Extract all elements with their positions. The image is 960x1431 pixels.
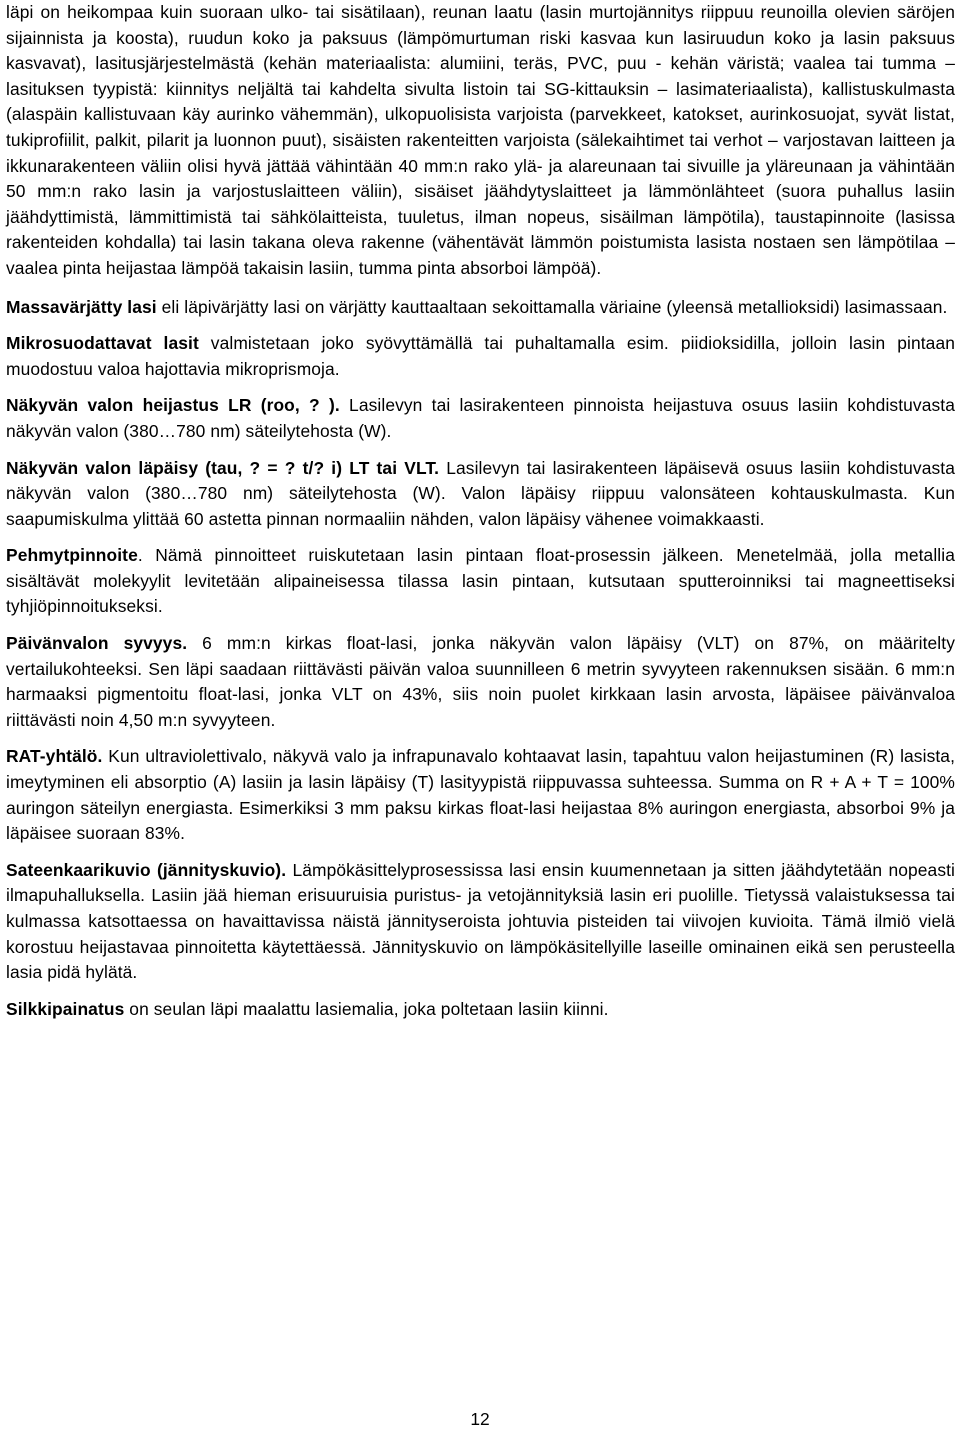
document-page [6,0,955,1022]
definition-text: eli läpivärjätty lasi on värjätty kauttaaltaan sekoittamalla väriaine (yleensä metallioksidi) lasimassaan. [156,296,948,317]
definition-term: Mikrosuodattavat lasit [6,333,199,354]
definition-rat-yhtalo [6,744,955,846]
definition-nakyvan-valon-lapaisy [6,456,955,533]
definition-term: Pehmytpinnoite [6,545,138,566]
definition-term: Näkyvän valon läpäisy (tau, ? = ? t/? i) LT tai VLT. [6,457,440,478]
definition-term: Massavärjätty lasi [6,296,157,317]
definition-paivanvalon-syvyys [6,631,955,733]
definition-term: Silkkipainatus [6,998,125,1019]
definition-text: . Nämä pinnoitteet ruiskutetaan lasin pintaan float-prosessin jälkeen. Menetelmää, jolla metallia sisältävät molekyylit levitetään alipaineisessa tilassa lasin pintaan, kutsutaan sputteroinniksi tai magneettiseksi tyhjiöpinnoitukseksi. [6,545,955,617]
definition-text: on seulan läpi maalattu lasiemalia, joka poltetaan lasiin kiinni. [124,998,609,1019]
paragraph-text: läpi on heikompaa kuin suoraan ulko- tai sisätilaan), reunan laatu (lasin murtojännitys riippuu reunoilla olevien säröjen sijainnista ja koosta), ruudun koko ja paksuus (lämpömurtuman riski kasvaa kun lasiruudun koko ja lasin paksuus kasvavat), lasitusjärjestelmästä (kehän materiaalista: alumiini, teräs, PVC, puu - kehän väristä; vaalea tai tumma – lasituksen tyypistä: kiinnitys neljältä tai kahdelta sivulta listoin tai SG-kittauksin – lasimateriaalista), kallistuskulmasta (alaspäin kallistuvaan käy aurinko vähemmän), ulkopuolisista varjoista (parvekkeet, katokset, aurinkosuojat, syvät listat, tukiprofiilit, palkit, pilarit ja luonnon puut), sisäisten rakenteitten varjoista (sälekaihtimet tai verhot – varjostavan laitteen ja ikkunarakenteen väliin olisi hyvä jättää vähintään 40 mm:n rako ylä- ja alareunaan tai sivuille ja yläreunaan ja vähintään 50 mm:n rako lasin ja varjostuslaitteen väliin), sisäiset jäähdytyslaitteet ja lämmönlähteet (suora puhallus lasiin jäähdyttimistä, lämmittimistä tai sähkölaitteista, tuuletus, ilman nopeus, sisäilman lämpötila), taustapinnoite (lasissa rakenteiden kohdalla) tai lasin takana oleva rakenne (vähentävät lämmön poistumista lasista nostaen sen lämpötilaa – vaalea pinta heijastaa lämpöä takaisin lasiin, tumma pinta absorboi lämpöä). [6,2,955,278]
definition-massavarjatty-lasi [6,295,955,321]
definition-term: RAT-yhtälö. [6,746,103,767]
definition-term: Sateenkaarikuvio (jännityskuvio). [6,859,287,880]
page-number: 12 [470,1409,490,1429]
definition-term: Näkyvän valon heijastus LR (roo, ? ). [6,395,340,416]
definition-text: Kun ultraviolettivalo, näkyvä valo ja infrapunavalo kohtaavat lasin, tapahtuu valon heijastuminen (R) lasista, imeytyminen eli absorptio (A) lasiin ja lasin läpäisy (T) lasityypistä riippuvassa suhteessa. Summa on R + A + T = 100% auringon säteilyn energiasta. Esimerkiksi 3 mm paksu kirkas float-lasi heijastaa 8% auringon energiasta, absorboi 9% ja läpäisee suoraan 83%. [6,746,955,844]
definition-text: Lämpökäsittelyprosessissa lasi ensin kuumennetaan ja sitten jäähdytetään nopeasti ilmapuhalluksella. Lasiin jää hieman erisuuruisia puristus- ja vetojännityksiä lasin eri puolille. Tietyssä valaistuksessa tai kulmassa katsottaessa on havaittavissa näistä jännityseroista johtuvia pisteiden tai viivojen kuvioita. Tämä ilmiö vielä korostuu heijastavaa pinnoitetta käytettäessä. Jännityskuvio on lämpökäsitellyille laseille ominainen eikä sen perusteella lasia pidä hylätä. [6,859,956,983]
definition-nakyvan-valon-heijastus [6,393,955,444]
definition-mikrosuodattavat-lasit [6,331,955,382]
definition-text: Lasilevyn tai lasirakenteen läpäisevä osuus lasiin kohdistuvasta näkyvän valon (380…780 nm) säteilytehosta (W). Valon läpäisy riippuu valonsäteen kohtauskulmasta. Kun saapumiskulma ylittää 60 astetta pinnan normaaliin nähden, valon läpäisy vähenee voimakkaasti. [6,457,955,529]
definition-pehmytpinnoite [6,543,955,620]
definition-text: valmistetaan joko syövyttämällä tai puhaltamalla esim. piidioksidilla, jolloin lasin pintaan muodostuu valoa hajottavia mikroprismoja. [6,333,955,379]
definition-text: 6 mm:n kirkas float-lasi, jonka näkyvän valon läpäisy (VLT) on 87%, on määritelty vertailukohteeksi. Sen läpi saadaan riittävästi päivän valoa suunnilleen 6 metrin syvyyteen rakennuksen sisään. 6 mm:n harmaaksi pigmentoitu float-lasi, jonka VLT on 43%, siis noin puolet kirkkaan lasin arvosta, läpäisee päivänvaloa riittävästi noin 4,50 m:n syvyyteen. [6,633,956,730]
definition-term: Päivänvalon syvyys. [6,633,188,654]
definition-silkkipainatus [6,997,955,1023]
definition-text: Lasilevyn tai lasirakenteen pinnoista heijastuva osuus lasiin kohdistuvasta näkyvän valon (380…780 nm) säteilytehosta (W). [6,395,955,441]
definition-sateenkaarikuvio [6,858,955,986]
paragraph-continuation [6,0,955,282]
